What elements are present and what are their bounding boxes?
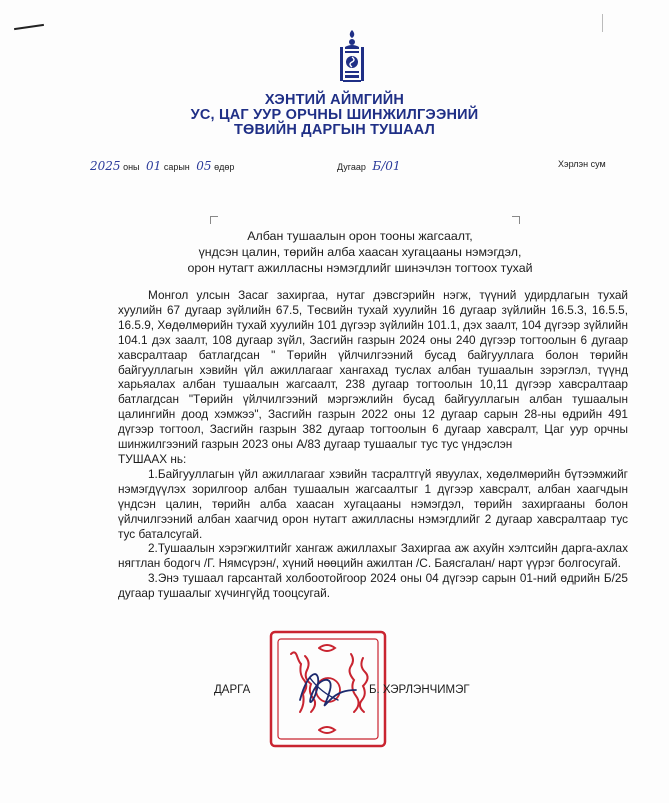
title-line3: орон нутагт ажилласны нэмэгдлийг шинэчлэн тогтоох тухай [187, 261, 533, 275]
signatory-title: ДАРГА [214, 684, 251, 696]
soyombo-emblem-icon [337, 30, 367, 86]
order-item-2: 2.Тушаалын хэрэгжилтийг хангаж ажиллахыг Захиргаа аж ахуйн хэлтсийн дарга-ахлах нягтлан бодогч /Г. Нямсүрэн/, хүний нөөцийн ажилтан /С. Баясгалан/ нарт үүрэг болгосугай. [118, 541, 628, 571]
scan-mark [602, 14, 603, 32]
order-number-value: Б/01 [372, 159, 401, 173]
title-line2: үндсэн цалин, төрийн алба хаасан хугацааны нэмэгдэл, [198, 245, 522, 259]
order-item-1: 1.Байгууллагын үйл ажиллагааг хэвийн тасралтгүй явуулах, хөдөлмөрийн бүтээмжийг нэмэгдүүлэх зорилгоор албан тушаалын жагсаалтыг 1 дүгээр хавсралт, албан хаагчдын үндсэн цалин, төрийн алба хаасан хугацааны нэмэгдэл, төрийн захиргааны болон үйлчилгээний албан хаагчид орон нутагт ажилласны нэмэгдлийг 2 дугаар хавсралтаар тус тус баталсугай. [118, 466, 628, 541]
date-day-suffix: өдөр [214, 162, 235, 172]
date-month-suffix: сарын [163, 162, 190, 172]
order-item-3: 3.Энэ тушаал гарсантай холбоотойгоор 2024 оны 04 дүгээр сарын 01-ний өдрийн Б/25 дугаар тушаалыг хүчингүйд тооцсугай. [118, 571, 628, 601]
date-day: 05 [196, 159, 212, 173]
title-bracket-left [210, 216, 218, 224]
title-line1: Албан тушаалын орон тооны жагсаалт, [247, 229, 473, 243]
order-date [90, 159, 234, 173]
document-type-heading: ТӨВИЙН ДАРГЫН ТУШААЛ [233, 122, 436, 138]
date-month: 01 [146, 159, 162, 173]
preamble-paragraph: Монгол улсын Засаг захиргаа, нутаг дэвсгэрийн нэгж, түүний удирдлагын тухай хуулийн 67 дугаар зүйлийн 67.5, Төсвийн тухай хуулийн 16 дугаар зүйлийн 16.5.3, 16.5.5, 16.5.9, Хөдөлмөрийн тухай хуулийн 101 дүгээр зүйлийн 101.1, дэх заалт, 104 дүгээр зүйлийн 104.1 дэх заалт, 108 дугаар зүйл, Засгийн газрын 2024 оны 240 дүгээр тогтоолын 6 дугаар хавсралтаар батлагдсан " Төрийн үйлчилгээний бусад байгууллага болон төрийн байгууллагын хэвийн үйл ажиллагааг хангахад туслах албан тушаалын зэрэглэл, түүнд харьяалах албан тушаалын жагсаалт, 238 дугаар тогтоолын 10,11 дүгээр хавсралтаар батлагдсан "Төрийн үйлчилгээний мэргэжлийн бусад байгууллагын албан тушаалын цалингийн доод хэмжээ", Засгийн газрын 2022 оны 12 дугаар сарын 28-ны өдрийн 491 дүгээр тогтоол, Засгийн газрын 382 дугаар тогтоолын 6 дугаар хавсралт, Цаг уур орчны шинжилгээний газрын 2023 оны А/83 дугаар тушаалыг тус тус үндэслэн [118, 288, 628, 452]
order-body [118, 288, 628, 601]
date-year: 2025 [90, 159, 121, 173]
pen-mark [14, 24, 44, 30]
order-number [337, 159, 401, 173]
order-word: ТУШААХ нь: [118, 451, 187, 466]
handwritten-signature [290, 660, 360, 718]
org-name-line1: ХЭНТИЙ АЙМГИЙН [264, 92, 405, 108]
signatory-name: Б. ХЭРЛЭНЧИМЭГ [369, 684, 470, 696]
title-bracket-right [512, 216, 520, 224]
org-name-line2: УС, ЦАГ УУР ОРЧНЫ ШИНЖИЛГЭЭНИЙ [190, 107, 479, 123]
issue-place: Хэрлэн сум [558, 159, 606, 169]
order-title [120, 228, 600, 276]
date-year-suffix: оны [123, 162, 140, 172]
order-number-label: Дугаар [337, 162, 366, 172]
